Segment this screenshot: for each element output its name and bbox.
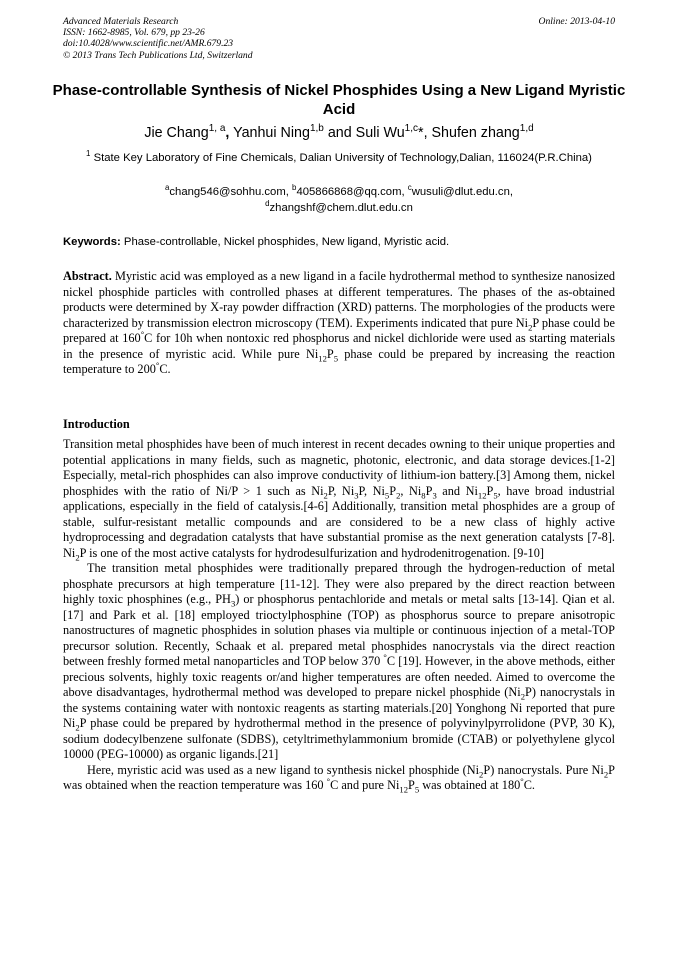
author-list: Jie Chang$^{1, a}$, Yanhui Ning$^{1,b}$ and Suli Wu$^{1,c}$*, Shufen zhang$^{1,d}$ xyxy=(144,123,534,141)
abstract-label: Abstract. xyxy=(63,269,112,283)
author-name: Jie Chang xyxy=(144,125,209,141)
copyright-line: © 2013 Trans Tech Publications Ltd, Switzerland xyxy=(63,49,253,61)
affiliation-text: State Key Laboratory of Fine Chemicals, Dalian University of Technology,Dalian, 116024(P.R.China) xyxy=(93,152,592,164)
author-name: Shufen zhang xyxy=(431,125,520,141)
affiliation xyxy=(80,150,598,166)
author-name: Yanhui Ning xyxy=(233,125,310,141)
author-name: Suli Wu xyxy=(355,125,405,141)
author-emails: $^a$chang546@sohhu.com, $^b$405866868@qq.com, $^c$wusuli@dlut.edu.cn, $^d$zhangshf@chem.dlut.edu.cn xyxy=(164,183,514,214)
journal-name: Advanced Materials Research xyxy=(63,16,179,27)
keywords xyxy=(63,235,615,250)
online-date: Online: 2013-04-10 xyxy=(538,16,615,27)
paragraph: Here, myristic acid was used as a new ligand to synthesis nickel phosphide $(Ni_2P)$ nanocrystals. Pure $Ni_2P$ was obtained when the reaction temperature was 160 °C and pure $Ni_{12}P_5$ was obtained at 180°C. xyxy=(63,762,615,795)
paragraph: The transition metal phosphides were traditionally prepared through the hydrogen-reduction of metal phosphate precursors at high temperature [11-12]. They were also prepared by the direct reaction between highly toxic phosphines (e.g., $PH_3$) or phosphorus pentachloride and metals or metal salts [13-14]. Qian et al. [17] and Park et al. [18] employed trioctylphosphine (TOP) as phosphorus source to prepare anisotropic nanostructures of magnetic phosphides in solution phases via multiple or continuous injection of a metal-TOP precursor solution. Recently, Schaak et al. prepared metal phosphides nanocrystals via the direct reaction between freshly formed metal nanoparticles and TOP below 370 °C [19]. However, in the above methods, either precious solvents, highly toxic reagents or/and higher temperatures are often needed. Aimed to overcome the above disadvantages, hydrothermal method was developed to prepare nickel phosphide $(Ni_2P)$ nanocrystals in the systems containing water with nontoxic reagents as starting materials.[20] Yonghong Ni reported that pure $Ni_2P$ phase could be prepared by hydrothermal method in the presence of polyvinylpyrrolidone (PVP, 30 K), sodium dodecylbenzene sulfonate (SDBS), cetyltrimethylammonium bromide (CTAB) or polyethylene glycol 10000 (PEG-10000) as organic ligands.[21] xyxy=(63,561,616,761)
affiliation-sup: 1 xyxy=(86,149,91,159)
keywords-text: Phase-controllable, Nickel phosphides, New ligand, Myristic acid. xyxy=(123,236,450,248)
author-sup: 1,b xyxy=(309,123,324,135)
abstract: Abstract. Myristic acid was employed as a new ligand in a facile hydrothermal method to synthesize nanosized nickel phosphide particles with controlled phases at different temperatures. The phases of the as-obtained products were determined by X-ray powder diffraction (XRD) patterns. The morphologies of the products were characterized by transmission electron microscopy (TEM). Experiments indicated that pure $Ni_2P$ phase could be prepared at 160°C for 10h when nontoxic red phosphorus and nickel dichloride were used as starting materials in the presence of myristic acid. While pure $Ni_{12}P_5$ phase could be prepared by increasing the reaction temperature to 200°C. xyxy=(63,269,616,376)
introduction-body xyxy=(63,437,615,794)
keywords-label: Keywords: xyxy=(63,236,121,248)
email-link[interactable]: 405866868@qq.com, xyxy=(296,186,405,198)
author-sup: 1,d xyxy=(519,123,534,135)
author-sup: 1,c xyxy=(404,123,418,135)
paper-title: Phase-controllable Synthesis of Nickel Phosphides Using a New Ligand Myristic Acid xyxy=(52,82,626,118)
author-sup: 1, a xyxy=(208,123,226,135)
paragraph: Transition metal phosphides have been of much interest in recent decades owning to their unique properties and potential applications in many fields, such as magnetic, photonic, electronic, and data storage devices.[1-2] Especially, metal-rich phosphides can also improve conductivity of lithium-ion battery.[3] Among them, nickel phosphides with the ratio of Ni/P > 1 such as $Ni_2P$, $Ni_3P$, $Ni_5P_2$, $Ni_8P_3$ and $Ni_{12}P_5$, have broad industrial applications, especially in the field of catalysis.[4-6] Additionally, transition metal phosphides are a group of stable, sulfur-resistant metallic compounds and are considered to be a new class of highly active hydroprocessing and degradation catalysts that have substantial promise as the next generation catalysts [7-8]. $Ni_2P$ is one of the most active catalysts for hydrodesulfurization and hydrodenitrogenation. [9-10] xyxy=(63,437,615,562)
doi-line: doi:10.4028/www.scientific.net/AMR.679.23 xyxy=(63,38,234,50)
section-heading: Introduction xyxy=(63,417,130,431)
email-link[interactable]: chang546@sohhu.com, xyxy=(169,186,289,198)
email-link[interactable]: zhangshf@chem.dlut.edu.cn xyxy=(269,202,413,214)
email-link[interactable]: wusuli@dlut.edu.cn, xyxy=(411,186,514,198)
issn-line: ISSN: 1662-8985, Vol. 679, pp 23-26 xyxy=(63,27,205,39)
journal-header xyxy=(63,16,615,61)
